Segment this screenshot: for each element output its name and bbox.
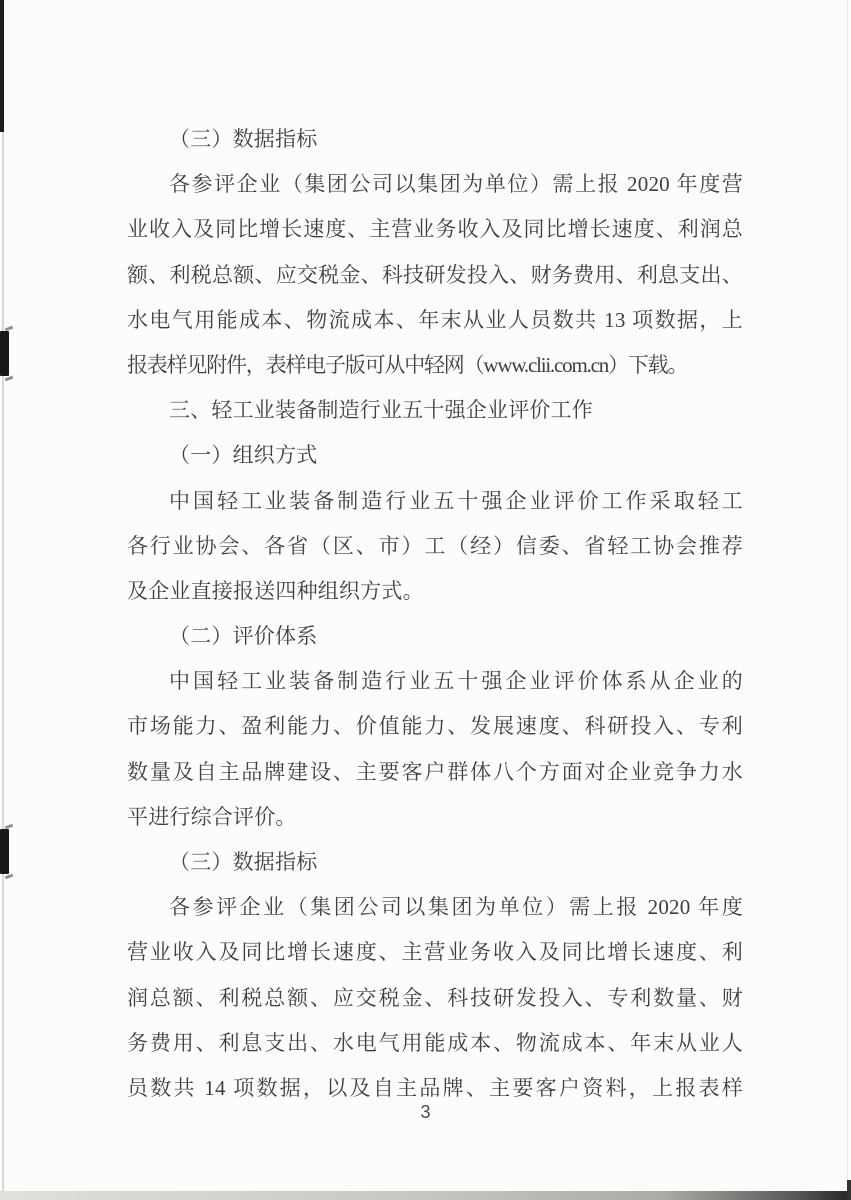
text-line: 中国轻工业装备制造行业五十强企业评价工作采取轻工 — [169, 488, 743, 513]
text-line: 及企业直接报送四种组织方式。 — [127, 578, 424, 603]
document-text-block — [127, 117, 743, 1111]
text-line: 各行业协会、各省（区、市）工（经）信委、省轻工协会推荐 — [127, 533, 743, 558]
scan-edge-left-dark — [0, 0, 4, 132]
section-heading: （三）数据指标 — [169, 127, 318, 151]
text-line: 各参评企业（集团公司以集团为单位）需上报 2020 年度 — [169, 895, 743, 920]
text-line: 营业收入及同比增长速度、主营业务收入及同比增长速度、利 — [127, 940, 743, 965]
section-heading: （三）数据指标 — [169, 850, 318, 874]
section-heading: （二）评价体系 — [169, 624, 318, 649]
text-line: 报表样见附件，表样电子版可从中轻网（www.clii.com.cn）下载。 — [127, 352, 688, 377]
text-line: 平进行综合评价。 — [127, 804, 297, 829]
text-line: 额、利税总额、应交税金、科技研发投入、财务费用、利息支出、 — [127, 262, 743, 287]
scan-edge-left — [2, 0, 4, 1200]
text-line: 数量及自主品牌建设、主要客户群体八个方面对企业竞争力水 — [127, 759, 743, 784]
text-line: 务费用、利息支出、水电气用能成本、物流成本、年末从业人 — [127, 1030, 743, 1055]
text-line: 市场能力、盈利能力、价值能力、发展速度、科研投入、专利 — [127, 714, 743, 739]
scan-corner-bottom-right — [847, 1180, 851, 1200]
scan-edge-right — [847, 0, 848, 1200]
text-line: 水电气用能成本、物流成本、年末从业人员数共 13 项数据，上 — [127, 307, 743, 332]
staple-mark-top — [0, 331, 9, 376]
section-heading: 三、轻工业装备制造行业五十强企业评价工作 — [169, 398, 593, 423]
staple-mark-bottom — [0, 829, 9, 874]
text-line: 员数共 14 项数据，以及自主品牌、主要客户资料，上报表样 — [127, 1075, 743, 1100]
section-heading: （一）组织方式 — [169, 443, 318, 468]
text-line: 中国轻工业装备制造行业五十强企业评价体系从企业的 — [169, 669, 743, 694]
page-number: 3 — [420, 1102, 431, 1122]
text-line: 业收入及同比增长速度、主营业务收入及同比增长速度、利润总 — [127, 217, 743, 242]
text-line: 润总额、利税总额、应交税金、科技研发投入、专利数量、财 — [127, 985, 743, 1010]
scan-edge-bottom — [0, 1191, 851, 1200]
text-line: 各参评企业（集团公司以集团为单位）需上报 2020 年度营 — [169, 172, 743, 197]
